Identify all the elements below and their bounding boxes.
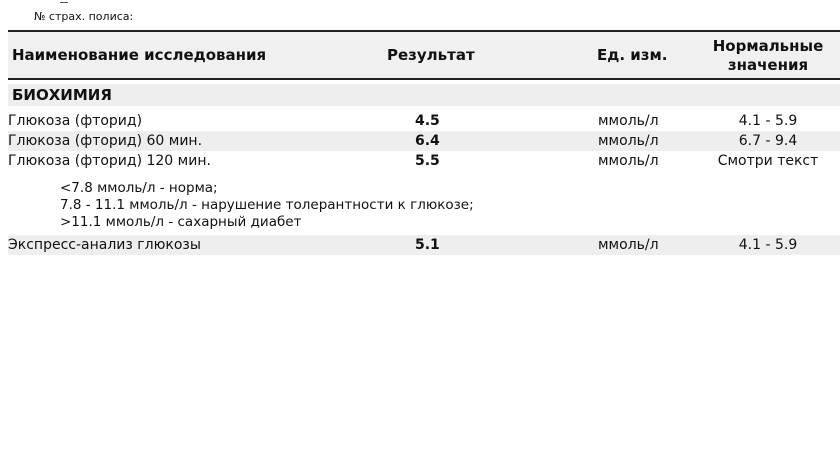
row-unit: ммоль/л bbox=[598, 237, 659, 253]
row-unit: ммоль/л bbox=[598, 133, 659, 149]
policy-number-label: № страх. полиса: bbox=[34, 10, 134, 23]
column-header-result: Результат bbox=[387, 46, 475, 64]
row-norm: 4.1 - 5.9 bbox=[738, 113, 798, 129]
row-name: Глюкоза (фторид) 120 мин. bbox=[8, 153, 211, 169]
column-header-norm-line1: Нормальные bbox=[712, 37, 824, 55]
section-title: БИОХИМИЯ bbox=[12, 86, 112, 104]
column-header-norm-line2: значения bbox=[727, 56, 809, 74]
column-header-name: Наименование исследования bbox=[12, 46, 267, 64]
row-result: 5.5 bbox=[415, 153, 440, 169]
top-edge-fragment bbox=[60, 0, 68, 3]
row-norm: 4.1 - 5.9 bbox=[738, 237, 798, 253]
column-header-norm bbox=[698, 37, 838, 75]
row-result: 4.5 bbox=[415, 113, 440, 129]
row-name: Глюкоза (фторид) 60 мин. bbox=[8, 133, 203, 149]
row-result: 6.4 bbox=[415, 133, 440, 149]
note-line: 7.8 - 11.1 ммоль/л - нарушение толерантности к глюкозе; bbox=[60, 197, 474, 213]
row-norm: 6.7 - 9.4 bbox=[738, 133, 798, 149]
column-header-unit: Ед. изм. bbox=[597, 46, 668, 64]
row-name: Экспресс-анализ глюкозы bbox=[8, 237, 201, 253]
row-name: Глюкоза (фторид) bbox=[8, 113, 143, 129]
section-heading bbox=[8, 84, 840, 106]
note-line: >11.1 ммоль/л - сахарный диабет bbox=[60, 214, 302, 230]
table-row bbox=[8, 111, 840, 131]
row-unit: ммоль/л bbox=[598, 153, 659, 169]
table-row bbox=[8, 131, 840, 151]
note-line: <7.8 ммоль/л - норма; bbox=[60, 180, 218, 196]
row-unit: ммоль/л bbox=[598, 113, 659, 129]
table-row bbox=[8, 151, 840, 171]
row-result: 5.1 bbox=[415, 237, 440, 253]
row-norm: Смотри текст bbox=[717, 153, 819, 169]
table-row bbox=[8, 235, 840, 255]
reference-note bbox=[60, 180, 474, 231]
table-header bbox=[8, 30, 840, 80]
